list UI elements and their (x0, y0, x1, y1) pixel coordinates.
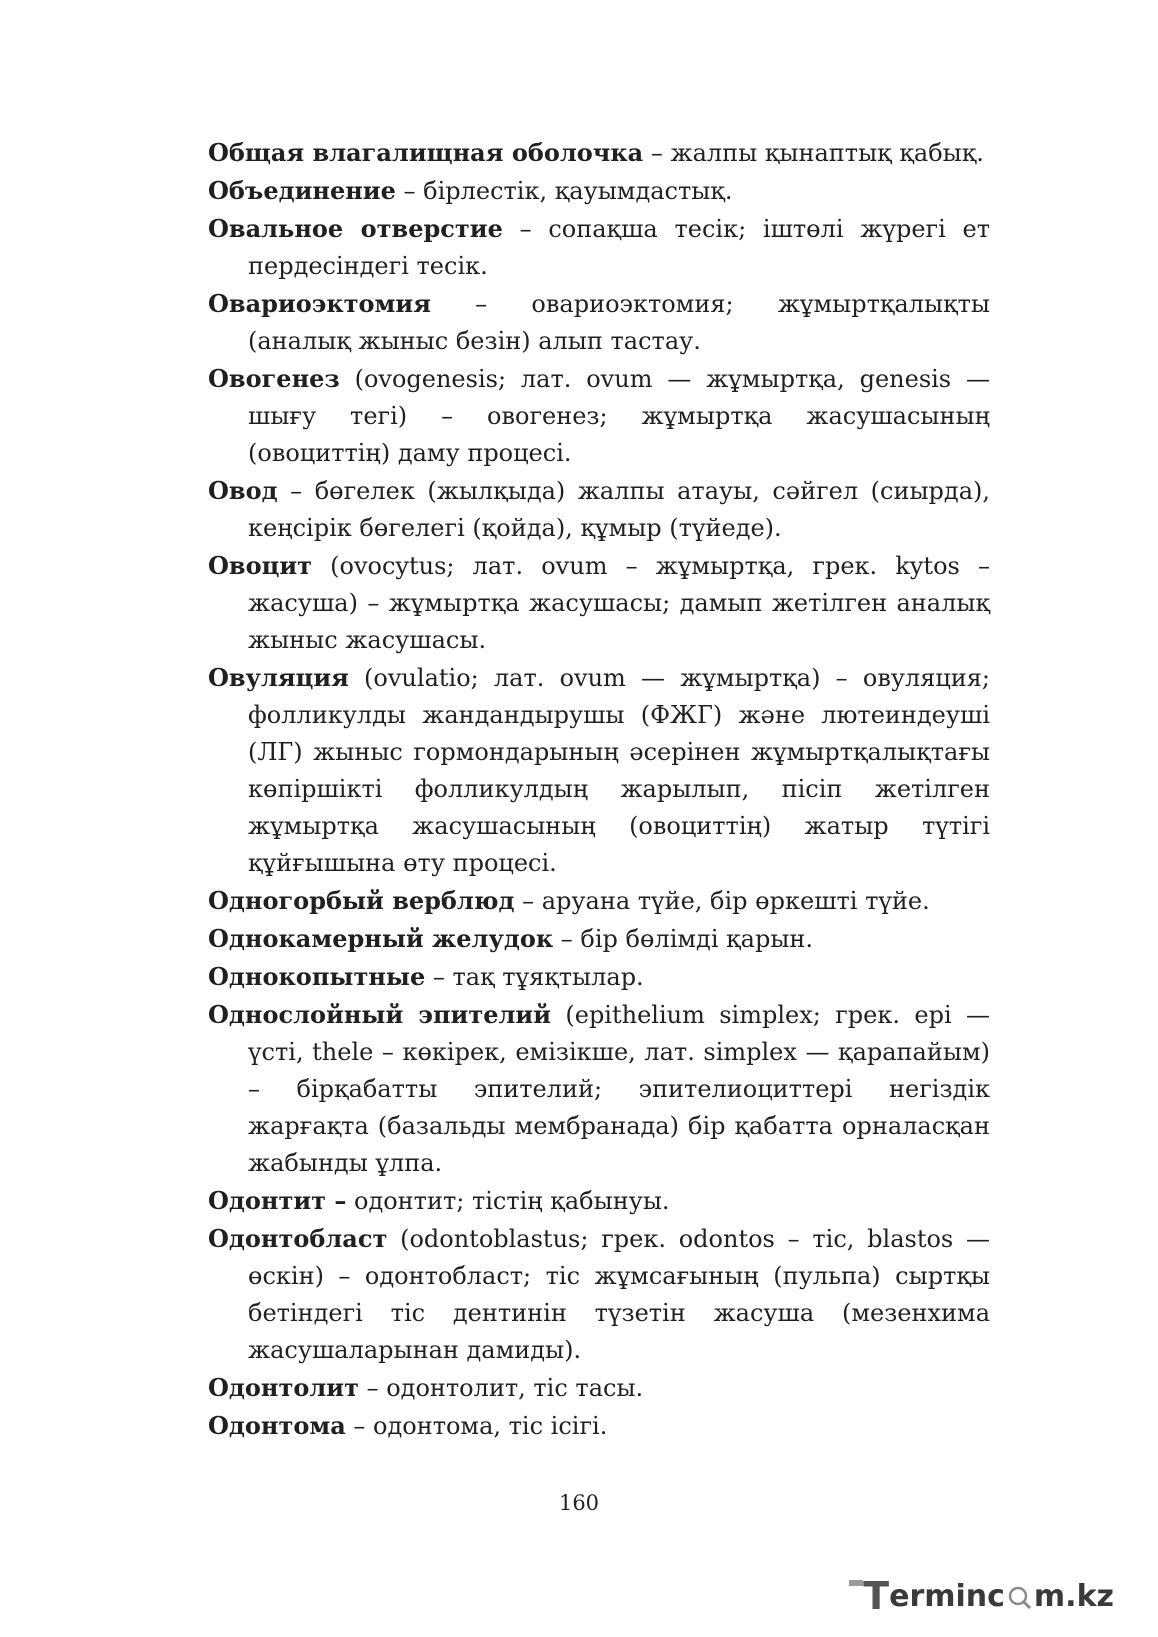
entry (208, 1220, 990, 1369)
entry (208, 134, 990, 172)
entry-term: Одонтит – (208, 1186, 347, 1215)
entry-definition: (odontoblastus; грек. odontos – тіс, blastos — өскін) – одонтобласт; тіс жұмсағының (пульпа) сыртқы бетіндегі тіс дентинін түзетін жасуша (мезенхима жасушаларынан дамиды). (248, 1225, 990, 1364)
dictionary-page (208, 134, 990, 1445)
entry-definition: – сопақша тесік; іштөлі жүрегі ет пердесіндегі тесік. (248, 215, 991, 280)
entry-definition: – жалпы қынаптық қабық. (643, 139, 984, 167)
entry-definition: – одонтома, тіс ісігі. (345, 1412, 608, 1440)
magnifier-icon (1007, 1583, 1033, 1609)
entry-definition: – бір бөлімді қарын. (553, 925, 814, 953)
entry (208, 210, 990, 285)
entry-term: Овогенез (208, 364, 340, 393)
entry-term: Одонтобласт (208, 1224, 388, 1253)
entry (208, 659, 990, 882)
entry-definition: (ovogenesis; лат. ovum — жұмыртқа, genesis — шығу тегі) – овогенез; жұмыртқа жасушасының (овоциттің) даму процесі. (248, 365, 990, 467)
entry (208, 958, 990, 996)
entry (208, 996, 990, 1182)
entry-term: Однокопытные (208, 962, 426, 991)
entry-definition: (ovocytus; лат. ovum – жұмыртқа, грек. kytos – жасуша) – жұмыртқа жасушасы; дамып жетілген аналық жыныс жасушасы. (248, 552, 990, 654)
entry-term: Овариоэктомия (208, 289, 431, 318)
entry-term: Однослойный эпителий (208, 1000, 551, 1029)
entry-definition: – аруана түйе, бір өркешті түйе. (514, 887, 930, 915)
entry (208, 1407, 990, 1445)
entry (208, 285, 990, 360)
entry (208, 360, 990, 472)
entry-term: Одонтома (208, 1411, 346, 1440)
entry-term: Одногорбый верблюд (208, 886, 515, 915)
entry-term: Объединение (208, 176, 396, 205)
terminkom-logo (863, 1574, 1114, 1618)
entry-term: Овальное отверстие (208, 214, 503, 243)
entry (208, 547, 990, 659)
logo-text-start: erminc (889, 1578, 1005, 1614)
entry-definition: (ovulatio; лат. ovum — жұмыртқа) – овуляция; фолликулды жандандырушы (ФЖГ) және лютеиндеуші (ЛГ) жыныс гормондарының әсерінен жұмыртқалықтағы көпіршікті фолликулдың жарылып, пісіп жетілген жұмыртқа жасушасының (овоциттің) жатыр түтігі құйғышына өту процесі. (248, 664, 990, 877)
entry-definition: одонтит; тістің қабынуы. (346, 1187, 670, 1215)
entry-term: Овоцит (208, 551, 312, 580)
entry-term: Овод (208, 476, 278, 505)
logo-text-end: m.kz (1033, 1578, 1114, 1614)
entry (208, 920, 990, 958)
entry-definition: – бөгелек (жылқыда) жалпы атауы, сәйгел (сиырда), кеңсірік бөгелегі (қойда), құмыр (түйеде). (248, 477, 990, 542)
entry-term: Одонтолит (208, 1373, 359, 1402)
logo-letter-t: T (863, 1574, 890, 1618)
page-number: 160 (558, 1491, 600, 1515)
entry (208, 1182, 990, 1220)
entry-definition: (epithelium simplex; грек. epi — үсті, thele – көкірек, емізікше, лат. simplex — қарапайым) – бірқабатты эпителий; эпителиоциттері негіздік жарғақта (базальды мембранада) бір қабатта орналасқан жабынды ұлпа. (248, 1001, 990, 1177)
entry (208, 882, 990, 920)
entry (208, 472, 990, 547)
entry-term: Овуляция (208, 663, 349, 692)
entry (208, 172, 990, 210)
entry-term: Однокамерный желудок (208, 924, 554, 953)
entry-definition: – овариоэктомия; жұмыртқалықты (аналық жыныс безін) алып тастау. (248, 290, 990, 355)
entry-term: Общая влагалищная оболочка (208, 138, 644, 167)
entry (208, 1369, 990, 1407)
entry-definition: – бірлестік, қауымдастық. (395, 177, 733, 205)
entry-definition: – тақ тұяқтылар. (425, 963, 644, 991)
entry-definition: – одонтолит, тіс тасы. (358, 1374, 644, 1402)
